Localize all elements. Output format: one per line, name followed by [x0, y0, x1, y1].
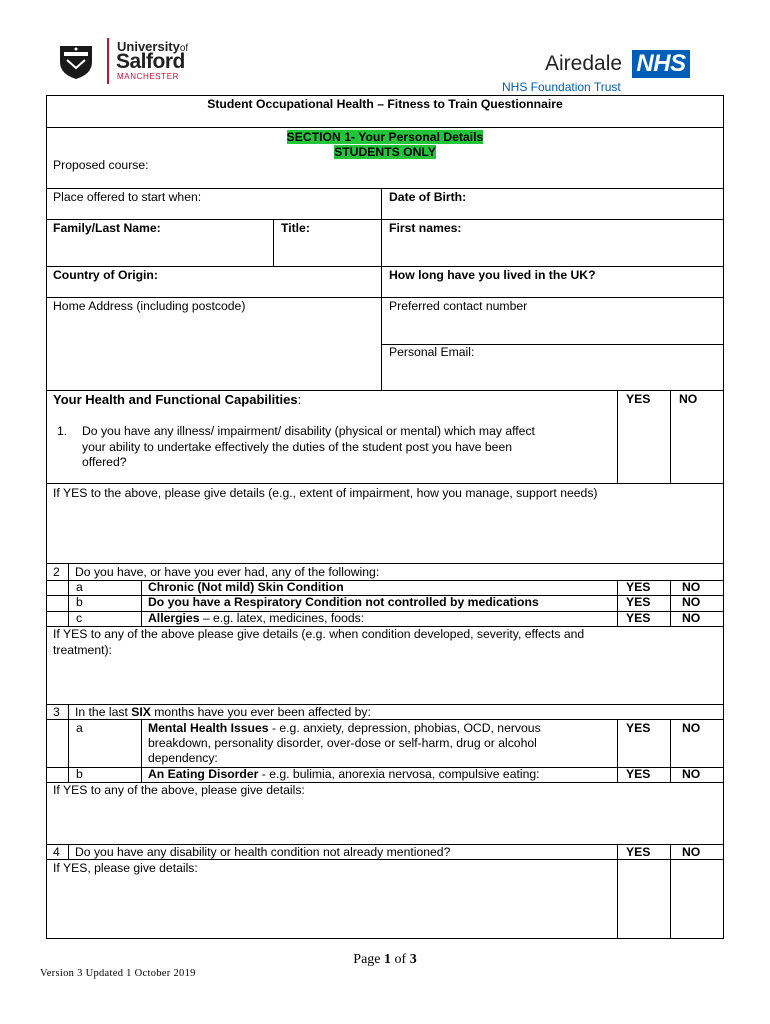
how-long-uk-field[interactable]: How long have you lived in the UK?	[389, 268, 596, 282]
yes-header: YES	[626, 392, 651, 406]
col-line	[273, 219, 274, 266]
col-line	[68, 704, 69, 782]
q3-text: In the last SIX months have you ever been affected by:	[75, 705, 371, 719]
nhs-trust-text: NHS Foundation Trust	[502, 80, 621, 94]
q2a-letter: a	[76, 580, 83, 594]
section-heading: SECTION 1- Your Personal Details	[286, 130, 484, 144]
place-offered-field[interactable]: Place offered to start when:	[53, 190, 202, 204]
q4-details-field[interactable]: If YES, please give details:	[53, 861, 198, 875]
q2c-text: Allergies – e.g. latex, medicines, foods:	[148, 611, 365, 625]
row-line	[46, 219, 724, 220]
row-line	[46, 266, 724, 267]
country-origin-field[interactable]: Country of Origin:	[53, 268, 158, 282]
title-field[interactable]: Title:	[281, 221, 310, 235]
q1-number: 1.	[57, 424, 68, 438]
q1-details-field[interactable]: If YES to the above, please give details (e.g., extent of impairment, how you manage, support needs)	[53, 486, 598, 500]
section-subheading: STUDENTS ONLY	[334, 145, 436, 159]
q2b-text: Do you have a Respiratory Condition not controlled by medications	[148, 595, 539, 609]
row-line	[46, 188, 724, 189]
q3b-letter: b	[76, 767, 83, 781]
q3-number: 3	[53, 705, 60, 719]
nhs-mark-icon: NHS	[632, 50, 690, 78]
col-line	[68, 563, 69, 626]
version-note: Version 3 Updated 1 October 2019	[40, 968, 196, 979]
salford-manchester-text: MANCHESTER	[117, 72, 180, 81]
dob-field[interactable]: Date of Birth:	[389, 190, 467, 204]
home-address-field[interactable]: Home Address (including postcode)	[53, 299, 246, 313]
q3b-yes[interactable]: YES	[626, 767, 651, 781]
q2a-no[interactable]: NO	[682, 580, 701, 594]
col-line	[617, 390, 618, 483]
row-line	[46, 938, 724, 939]
q4-yes[interactable]: YES	[626, 845, 651, 859]
q3b-no[interactable]: NO	[682, 767, 701, 781]
col-line	[670, 719, 671, 782]
personal-email-field[interactable]: Personal Email:	[389, 345, 475, 359]
q3a-line3: dependency:	[148, 751, 218, 765]
q3a-yes[interactable]: YES	[626, 721, 651, 735]
table-border-left	[46, 95, 47, 939]
col-line	[141, 719, 142, 782]
no-header: NO	[679, 392, 698, 406]
form-title: Student Occupational Health – Fitness to Train Questionnaire	[207, 97, 563, 111]
col-line	[141, 580, 142, 626]
col-line	[670, 580, 671, 626]
salford-name-text: Salford	[116, 50, 185, 73]
row-line	[46, 483, 724, 484]
row-line	[46, 390, 724, 391]
salford-crest-icon	[58, 42, 94, 80]
q3b-text: An Eating Disorder - e.g. bulimia, anorexia nervosa, compulsive eating:	[148, 767, 540, 781]
q3-details-field[interactable]: If YES to any of the above, please give details:	[53, 783, 305, 797]
salford-university-text: Universityof	[117, 39, 189, 54]
q2-details-line2[interactable]: treatment):	[53, 643, 112, 657]
q2c-no[interactable]: NO	[682, 611, 701, 625]
family-name-field[interactable]: Family/Last Name:	[53, 221, 161, 235]
page-number: Page 1 of 3	[353, 952, 417, 967]
q2b-yes[interactable]: YES	[626, 595, 651, 609]
q2a-yes[interactable]: YES	[626, 580, 651, 594]
q2b-letter: b	[76, 595, 83, 609]
proposed-course-field[interactable]: Proposed course:	[53, 158, 149, 172]
q2a-text: Chronic (Not mild) Skin Condition	[148, 580, 344, 594]
row-line	[46, 563, 724, 564]
q4-number: 4	[53, 845, 60, 859]
col-line	[670, 390, 671, 483]
q3a-no[interactable]: NO	[682, 721, 701, 735]
col-line	[617, 580, 618, 626]
q1-line2: your ability to undertake effectively the duties of the student post you have been	[82, 440, 513, 454]
col-line	[68, 844, 69, 859]
q4-text: Do you have any disability or health condition not already mentioned?	[75, 845, 451, 859]
col-line	[381, 188, 382, 390]
col-line	[617, 844, 618, 938]
table-border-right	[723, 95, 724, 939]
q2-number: 2	[53, 565, 60, 579]
col-line	[617, 719, 618, 782]
q1-line3: offered?	[82, 455, 127, 469]
first-names-field[interactable]: First names:	[389, 221, 462, 235]
col-line	[670, 844, 671, 938]
q2-details-line1[interactable]: If YES to any of the above please give details (e.g. when condition developed, severity, effects and	[53, 627, 585, 641]
q4-no[interactable]: NO	[682, 845, 701, 859]
q1-line1: Do you have any illness/ impairment/ disability (physical or mental) which may affect	[82, 424, 535, 438]
q2-text: Do you have, or have you ever had, any of the following:	[75, 565, 380, 579]
q2c-letter: c	[76, 611, 83, 625]
q3a-letter: a	[76, 721, 83, 735]
row-line	[46, 95, 724, 96]
health-heading: Your Health and Functional Capabilities:	[53, 392, 302, 407]
q2c-yes[interactable]: YES	[626, 611, 651, 625]
preferred-contact-field[interactable]: Preferred contact number	[389, 299, 528, 313]
row-line	[46, 297, 724, 298]
q3a-line2: breakdown, personality disorder, over-dose or self-harm, drug or alcohol	[148, 736, 537, 750]
q2b-no[interactable]: NO	[682, 595, 701, 609]
airedale-text: Airedale	[545, 52, 623, 75]
salford-divider	[107, 38, 109, 84]
q3a-line1: Mental Health Issues - e.g. anxiety, depression, phobias, OCD, nervous	[148, 721, 541, 735]
